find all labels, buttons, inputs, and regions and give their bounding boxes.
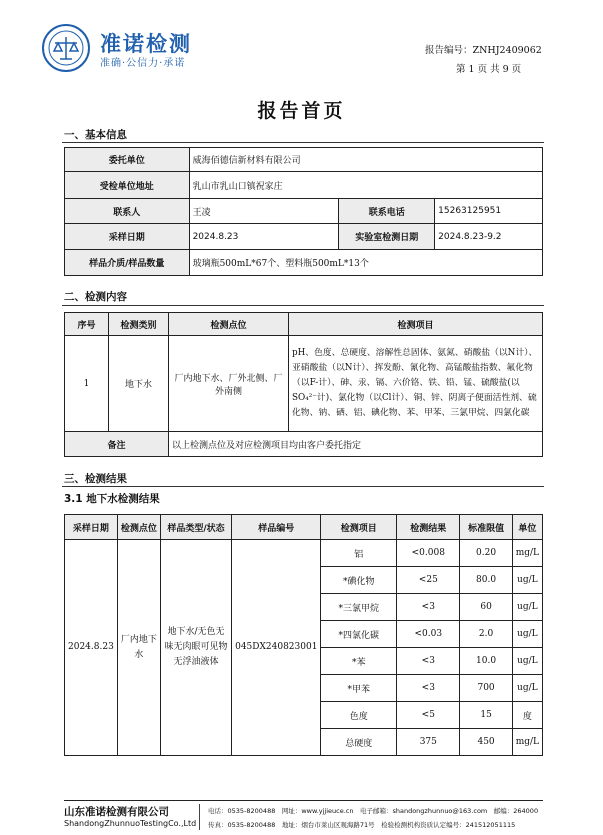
remark-label: 备注 (65, 432, 169, 457)
footer-company-name: 山东准诺检测有限公司 (64, 806, 169, 818)
address-value: 乳山市乳山口镇祝家庄 (189, 172, 542, 199)
results-header-sample-no: 样品编号 (232, 515, 321, 540)
company-logo-icon (41, 23, 91, 73)
page-info: 第 1 页 共 9 页 (456, 64, 522, 75)
results-unit: mg/L (512, 729, 542, 756)
lab-date-value: 2024.8.23-9.2 (435, 224, 543, 250)
results-header-result: 检测结果 (397, 515, 460, 540)
content-header-no: 序号 (65, 313, 109, 336)
sampling-date-label: 采样日期 (65, 224, 190, 250)
brand-slogan: 准确·公信力·承诺 (100, 58, 186, 69)
results-sample-no: 045DX240823001 (232, 540, 321, 756)
test-content-table (64, 312, 543, 457)
results-value: <0.03 (397, 621, 460, 648)
results-unit: ug/L (512, 621, 542, 648)
results-point: 厂内地下水 (117, 540, 160, 756)
results-unit: mg/L (512, 540, 542, 567)
results-row (65, 540, 543, 567)
results-item: *甲苯 (321, 675, 397, 702)
results-value: <5 (397, 702, 460, 729)
results-table (64, 514, 543, 756)
results-date: 2024.8.23 (65, 540, 118, 756)
contact-value: 王凌 (189, 199, 339, 224)
results-value: <25 (397, 567, 460, 594)
phone-value: 15263125951 (435, 199, 543, 224)
results-unit: ug/L (512, 594, 542, 621)
client-label: 委托单位 (65, 148, 190, 172)
phone-label: 联系电话 (339, 199, 435, 224)
results-item: *三氯甲烷 (321, 594, 397, 621)
sample-value: 玻璃瓶500mL*67个、塑料瓶500mL*13个 (189, 250, 542, 276)
content-row-no: 1 (65, 336, 109, 432)
content-header-points: 检测点位 (169, 313, 289, 336)
results-limit: 0.20 (460, 540, 512, 567)
results-value: <3 (397, 675, 460, 702)
section-title-results: 三、检测结果 (64, 473, 127, 485)
section-divider (62, 305, 544, 306)
content-header-items: 检测项目 (289, 313, 543, 336)
sampling-date-value: 2024.8.23 (189, 224, 339, 250)
subsection-title: 3.1 地下水检测结果 (64, 493, 160, 505)
content-row-points: 厂内地下水、厂外北侧、厂外南侧 (169, 336, 289, 432)
results-value: 375 (397, 729, 460, 756)
results-header-unit: 单位 (512, 515, 542, 540)
page-title: 报告首页 (257, 100, 346, 122)
footer-divider (64, 800, 543, 801)
client-value: 威海佰德信新材料有限公司 (189, 148, 542, 172)
results-value: <3 (397, 648, 460, 675)
results-limit: 60 (460, 594, 512, 621)
results-unit: ug/L (512, 648, 542, 675)
footer-company-name-en: ShandongZhunnuoTestingCo.,Ltd (64, 819, 197, 828)
results-header-point: 检测点位 (117, 515, 160, 540)
results-value: <3 (397, 594, 460, 621)
section-title-content: 二、检测内容 (64, 291, 127, 303)
basic-info-table (64, 147, 543, 276)
results-item: 铝 (321, 540, 397, 567)
footer-address-line: 传真：0535-8200488 地址：烟台市莱山区观海路71号 检验检测机构资质认定编号：241512051115 (208, 821, 516, 829)
results-header-date: 采样日期 (65, 515, 118, 540)
content-header-category: 检测类别 (109, 313, 169, 336)
results-unit: ug/L (512, 675, 542, 702)
results-item: *苯 (321, 648, 397, 675)
results-item: *四氯化碳 (321, 621, 397, 648)
remark-value: 以上检测点位及对应检测项目均由客户委托指定 (169, 432, 543, 457)
content-row-items: pH、色度、总硬度、溶解性总固体、氨氮、硝酸盐（以N计）、亚硝酸盐（以N计）、挥发酚、氰化物、高锰酸盐指数、氟化物（以F-计）、砷、汞、镉、六价铬、铁、铅、锰、硫酸盐(以SO₄²⁻计)、氯化物（以Cl计）、铜、锌、阴离子便面活性剂、硫化物、钠、硒、铝、碘化物、苯、甲苯、三氯甲烷、四氯化碳 (289, 336, 543, 432)
contact-label: 联系人 (65, 199, 190, 224)
results-limit: 80.0 (460, 567, 512, 594)
results-value: <0.008 (397, 540, 460, 567)
content-row-category: 地下水 (109, 336, 169, 432)
footer-contact-line: 电话：0535-8200488 网址：www.yjjieuce.cn 电子邮箱：shandongzhunnuo@163.com 邮编：264000 (208, 807, 539, 815)
address-label: 受检单位地址 (65, 172, 190, 199)
results-limit: 15 (460, 702, 512, 729)
results-header-limit: 标准限值 (460, 515, 512, 540)
results-item: 总硬度 (321, 729, 397, 756)
results-limit: 700 (460, 675, 512, 702)
brand-name: 准诺检测 (100, 32, 192, 56)
report-number: 报告编号：ZNHJ2409062 (425, 45, 542, 56)
results-limit: 2.0 (460, 621, 512, 648)
results-header-sample-type: 样品类型/状态 (160, 515, 231, 540)
results-sample-type: 地下水/无色无味无肉眼可见物无浮油液体 (160, 540, 231, 756)
sample-label: 样品介质/样品数量 (65, 250, 190, 276)
results-unit: 度 (512, 702, 542, 729)
results-limit: 10.0 (460, 648, 512, 675)
results-item: 色度 (321, 702, 397, 729)
footer-vertical-divider (199, 804, 200, 830)
results-limit: 450 (460, 729, 512, 756)
results-header-item: 检测项目 (321, 515, 397, 540)
lab-date-label: 实验室检测日期 (339, 224, 435, 250)
results-unit: ug/L (512, 567, 542, 594)
section-divider (62, 486, 544, 487)
results-item: *碘化物 (321, 567, 397, 594)
section-divider (62, 142, 544, 143)
section-title-basic: 一、基本信息 (64, 129, 127, 141)
